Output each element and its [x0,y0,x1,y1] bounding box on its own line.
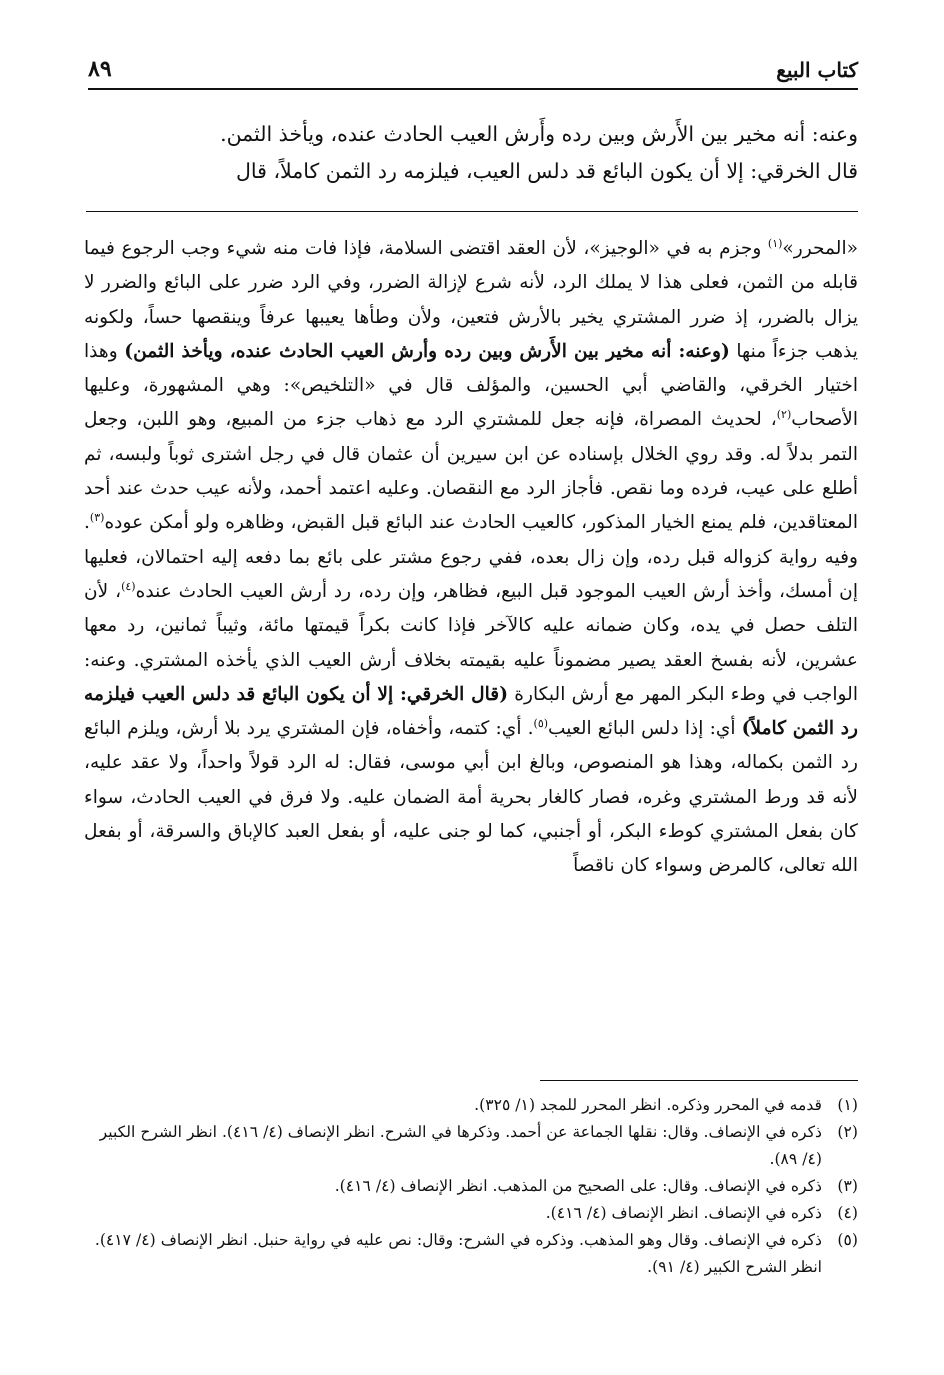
footnote-text: ذكره في الإنصاف. وقال وهو المذهب. وذكره في الشرح: وقال: نص عليه في رواية حنبل. انظر الإنصاف (٤/ ٤١٧). انظر الشرح الكبير (٤/ ٩١). [94,1231,822,1276]
footnote-number: (٢) [837,1123,858,1141]
footnote-text: قدمه في المحرر وذكره. انظر المحرر للمجد (١/ ٣٢٥). [474,1096,822,1114]
quoted-matn-bold: (قال الخرقي: إلا أن يكون البائع قد دلس العيب فيلزمه رد الثمن كاملاً) [84,683,858,740]
commentary-span: . وفيه رواية كزواله قبل رده، وإن زال بعده، ففي رجوع مشتر على بائع بما دفعه إليه احتمالان، فعليها إن أمسك، وأخذ أرش العيب الموجود قبل البيع، فظاهر، وإن رده، رد أرش العيب الحادث عنده [84,512,858,602]
running-header [88,56,858,90]
footnote-ref[interactable]: (٥) [533,717,549,731]
footnote-item [86,1173,858,1200]
footnote-item [86,1200,858,1227]
commentary-span: وجزم به في «الوجيز»، لأن العقد اقتضى السلامة، فإذا فات منه شيء وجب الرجوع فيما قابله من الثمن، فعلى هذا لا يملك الرد، لأنه شرع لإزالة الضرر، وفي الرد ضرر على البائع والضرر لا يزال بالضرر، إذ ضرر المشتري يخير بالأرش فتعين، ولأن وطأها يعيبها عرفاً وينقصها حساً، ولكونه يذهب جزءاً منها [84,238,858,362]
footnote-item [86,1092,858,1119]
footnotes [86,1092,858,1281]
main-text [86,116,858,190]
commentary-span: ، لأن التلف حصل في يده، وكان ضمانه عليه كالآخر فإذا كانت بكراً قيمتها مائة، وثيباً ثمانين، رد معها عشرين، لأنه بفسخ العقد يصير مضموناً عليه بقيمته بخلاف أرش العيب الذي يأخذه المشتري. وعنه: الواجب في وطء البكر المهر مع أرش البكارة [84,580,858,705]
main-separator-rule [86,211,858,212]
commentary-span: . أي: كتمه، وأخفاه، فإن المشتري يرد بلا أرش، ويلزم البائع رد الثمن بكماله، وهذا هو المنصوص، وبالغ ابن أبي موسى، فقال: له الرد قولاً واحداً، ولا عقد عليه، لأنه قد ورط المشتري وغره، فصار كالغار بحرية أمة الضمان عليه. ولا فرق في العيب الحادث، سواء كان بفعل المشتري كوطء البكر، أو أجنبي، كما لو جنى عليه، أو بفعل العبد كالإباق والسرقة، أو بفعل الله تعالى، كالمرض وسواء كان ناقصاً [84,718,858,877]
footnote-ref[interactable]: (٣) [89,511,105,525]
commentary-paragraph [84,232,858,884]
footnote-number: (٤) [837,1204,858,1222]
footnote-item [86,1227,858,1281]
commentary-text [84,232,858,884]
commentary-span: أي: إذا دلس البائع العيب [548,718,742,740]
footnote-text: ذكره في الإنصاف. وقال: نقلها الجماعة عن أحمد. وذكرها في الشرح. انظر الإنصاف (٤/ ٤١٦). انظر الشرح الكبير (٤/ ٨٩). [99,1123,822,1168]
page-number: ٨٩ [88,56,120,82]
footnote-number: (٣) [837,1177,858,1195]
footnote-separator-rule [540,1080,858,1081]
footnote-item [86,1119,858,1173]
commentary-span: «المحرر» [782,238,858,259]
footnote-ref[interactable]: (٢) [776,408,792,422]
footnote-number: (١) [837,1096,858,1114]
footnote-ref[interactable]: (١) [767,237,783,250]
main-text-line: وعنه: أنه مخير بين الأَرش وبين رده وأَرش العيب الحادث عنده، ويأخذ الثمن. [220,122,858,146]
chapter-title: كتاب البيع [768,58,858,82]
main-text-line: قال الخرقي: إلا أن يكون البائع قد دلس العيب، فيلزمه رد الثمن كاملاً، قال [235,159,858,183]
commentary-span: ، لحديث المصراة، فإنه جعل للمشتري الرد مع ذهاب جزء من المبيع، وهو اللبن، وجعل التمر بدلاً له. وقد روي الخلال بإسناده عن ابن سيرين أن عثمان قال في رجل اشترى ثوباً ولبسه، ثم أطلع على عيب، فرده وما نقص. فأجاز الرد مع النقصان. وعليه اعتمد أحمد، ولأنه عيب حدث عند أحد المعتاقدين، فلم يمنع الخيار المذكور، كالعيب الحادث عند البائع قبل القبض، وظاهره ولو أمكن عوده [84,409,858,534]
footnote-text: ذكره في الإنصاف. انظر الإنصاف (٤/ ٤١٦). [545,1204,822,1222]
footnote-number: (٥) [837,1231,858,1249]
commentary-span: وهذا اختيار الخرقي، والقاضي أبي الحسين، والمؤلف قال في «التلخيص»: وهي المشهورة، وعليها الأصحاب [84,340,858,431]
footnote-text: ذكره في الإنصاف. وقال: على الصحيح من المذهب. انظر الإنصاف (٤/ ٤١٦). [334,1177,822,1195]
footnote-ref[interactable]: (٤) [121,579,136,593]
quoted-matn-bold: (وعنه: أنه مخير بين الأَرش وبين رده وأرش العيب الحادث عنده، ويأخذ الثمن) [124,340,730,362]
